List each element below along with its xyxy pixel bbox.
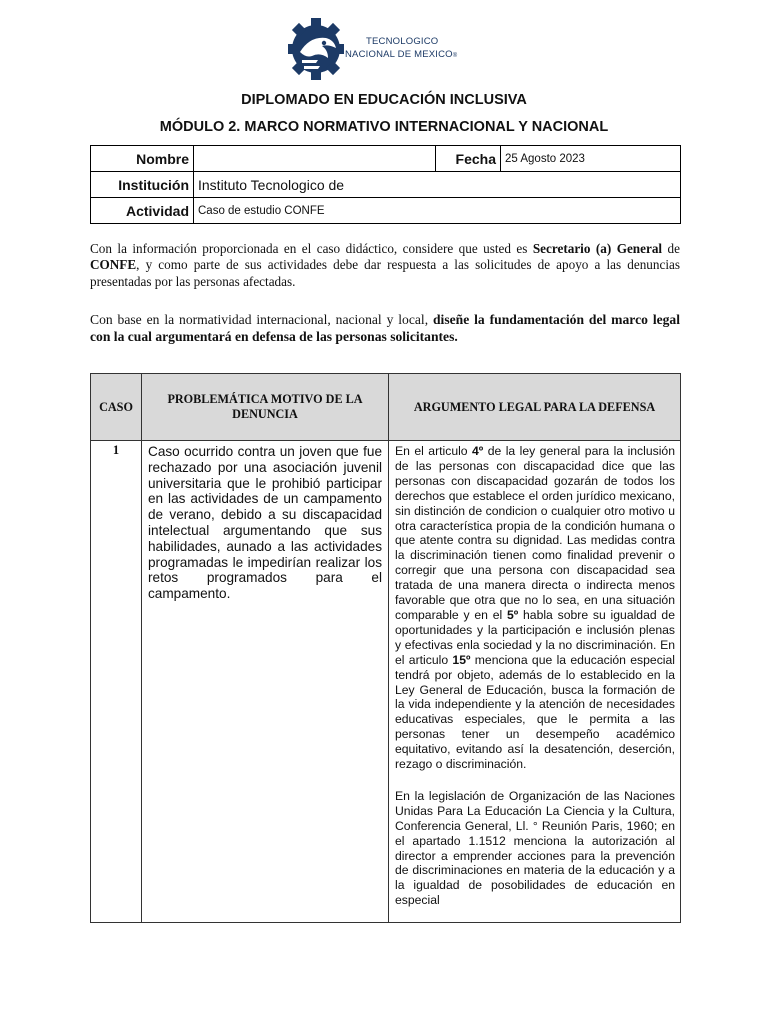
registered-mark: ®: [452, 53, 458, 59]
problematica-cell[interactable]: Caso ocurrido contra un joven que fue rechazado por una asociación juvenil universitaria que le prohibió participar en las actividades de un campamento de verano, debido a su discapacidad intelectual argumentando que sus habilidades, aunado a las actividades programadas le impedirían realizar los retos programados para el campamento.: [142, 441, 389, 923]
module-title: MÓDULO 2. MARCO NORMATIVO INTERNACIONAL Y NACIONAL: [159, 119, 609, 135]
argument-paragraph-2: En la legislación de Organización de las Naciones Unidas Para La Educación La Ciencia y la Cultura, Conferencia General, Ll. ° Reunión Paris, 1960; en el apartado 1.1512 menciona la autorización al director a emprender acciones para la prevención de discriminaciones en materia de la educación y a la igualdad de posobilidades de educación en especial: [395, 788, 675, 908]
intro-text: Con la información proporcionada en el caso didáctico, considere que usted es: [90, 241, 533, 256]
header-caso: CASO: [91, 374, 142, 441]
nombre-value[interactable]: [194, 146, 436, 172]
article-number: 4º: [472, 444, 484, 458]
info-row-nombre: [91, 146, 681, 172]
institucion-value[interactable]: Instituto Tecnologico de: [194, 172, 681, 198]
header-problematica: PROBLEMÁTICA MOTIVO DE LA DENUNCIA: [142, 374, 389, 441]
intro-paragraph-2: [90, 311, 680, 345]
article-number: 15º: [452, 652, 471, 667]
intro-paragraph-1: [90, 241, 680, 290]
argumento-cell[interactable]: [389, 441, 681, 923]
case-table-header: [91, 374, 681, 441]
header-argumento: ARGUMENTO LEGAL PARA LA DEFENSA: [389, 374, 681, 441]
info-row-institucion: [91, 172, 681, 198]
case-table: [90, 373, 681, 923]
instruction-emphasis: diseñe la fundamentación del marco legal con la cual argumentará en defensa de las personas solicitantes.: [90, 312, 680, 344]
actividad-value[interactable]: Caso de estudio CONFE: [194, 198, 681, 224]
intro-text: Con base en la normatividad internacional, nacional y local,: [90, 312, 433, 327]
intro-text: , y como parte de sus actividades debe dar respuesta a las solicitudes de apoyo a las denuncias presentadas por las personas afectadas.: [90, 257, 680, 289]
argument-text: En el articulo: [395, 444, 473, 458]
argument-text: menciona que la educación especial tendrá por objeto, además de lo establecido en la Ley General de Educación, busca la formación de la vida independiente y la atención de necesidades educativas especiales, que le permita a las personas tener un desempeño académico equitativo, evitando así la desatención, deserción, rezago o discriminación.: [395, 652, 675, 772]
argument-text: habla sobre su igualdad de oportunidades y la participación e inclusión plenas y efectivas enla sociedad y la no discriminación. En el articulo: [395, 607, 675, 667]
institucion-label: Institución: [91, 172, 194, 198]
role-emphasis: Secretario (a) General: [532, 241, 663, 256]
fecha-label: Fecha: [436, 146, 501, 172]
logo-line-2: NACIONAL DE MEXICO: [345, 49, 453, 60]
diploma-title: DIPLOMADO EN EDUCACIÓN INCLUSIVA: [241, 92, 527, 108]
argument-paragraph-1: [395, 444, 675, 772]
info-row-actividad: [91, 198, 681, 224]
gear-eagle-icon: [288, 10, 344, 88]
argument-text: de la ley general para la inclusión de las personas con discapacidad dice que las personas con discapacidad gozarán de todos los derechos que establece el orden jurídico mexicano, sin distinción de condicion o cualquier otro motivo u otra característica propia de la condición humana o que atente contra su dignidad. Las medidas contra la discriminación tienen como finalidad prevenir o corregir que una persona con discapacidad sea tratada de una manera directa o indirecta menos favorable que otra que no lo sea, en una situación comparable y en el: [395, 444, 675, 622]
case-number: 1: [91, 441, 142, 923]
article-number: 5º: [506, 607, 519, 622]
fecha-value[interactable]: 25 Agosto 2023: [501, 146, 681, 172]
org-emphasis: CONFE: [90, 257, 137, 273]
actividad-label: Actividad: [91, 198, 194, 224]
intro-text: de: [662, 241, 680, 256]
logo-line-1: TECNOLOGICO: [366, 36, 439, 47]
tecnm-logo: [288, 10, 468, 88]
table-row: [91, 441, 681, 923]
nombre-label: Nombre: [91, 146, 194, 172]
info-table: [90, 145, 681, 224]
